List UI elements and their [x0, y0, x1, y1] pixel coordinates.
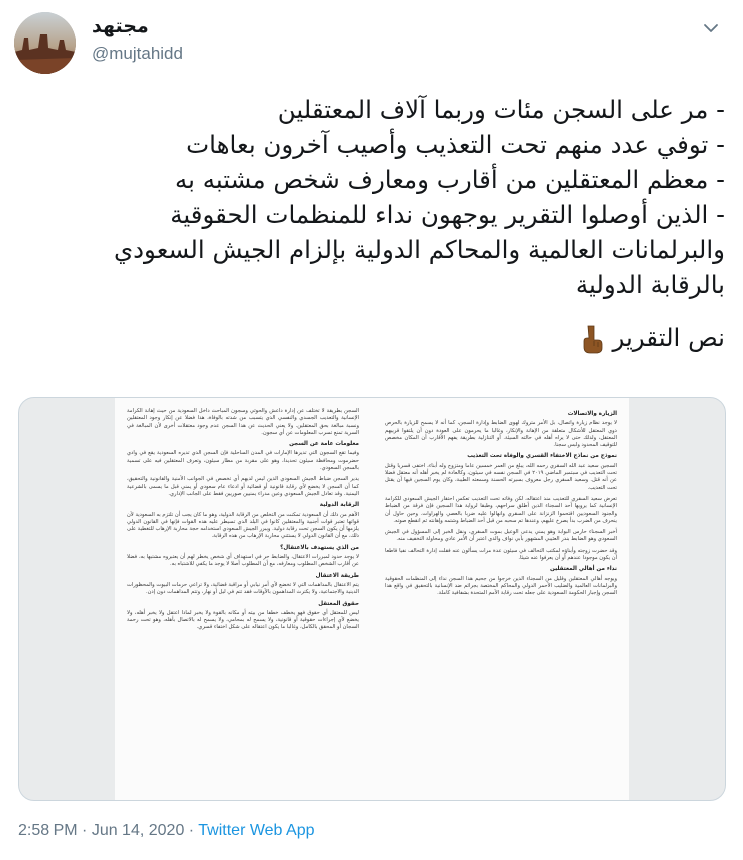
doc-section: طريقة الاعتقال يتم الاعتقال بالمداهمات التي لا تخضع لأي أمر نيابي أو مراقبة قضائية، ولا تراعي حرمات البيوت والمحظورات الدينية والاجتماعية، ولا يكترث المداهمون بالأوقات فقد تتم في ليل أو نهار، وتتم المداهمات دون إذن.: [127, 572, 359, 596]
tweet-line: - توفي عدد منهم تحت التعذيب وأصيب آخرون بعاهات: [186, 130, 725, 159]
author-handle[interactable]: @mujtahidd: [92, 44, 183, 63]
chevron-down-icon[interactable]: [701, 18, 721, 38]
doc-section: الرقابة الدولية الأهم من ذلك أن السعودية تمكنت من التخلص من الرقابة الدولية، وهو ما كان يجب أن تلتزم به السعودية لأن قواتها تعتبر قوات أجنبية والمعتقلين كانوا في البلد الذي تسيطر عليه هذه القوات فإنها في القانون الدولي يلزمها أن يكون السجن تحت رقابة دولية. ويبرر الجيش السعودي استخدامه حجة محاربة الإرهاب للتغطية على ذلك، مع أن القانون الدولي لا يستثني محاربة الإرهاب من هذه الرقابة.: [127, 502, 359, 540]
tweet-line: - مر على السجن مئات وربما آلاف المعتقلين: [277, 95, 725, 124]
report-label-line: [18, 320, 725, 355]
doc-section: نموذج من نماذج الاختفاء القسري والوفاة تحت التعذيب السجين سعيد عبد الله السقري رحمه الله، يبلغ من العمر خمسين عاما ومتزوج وله أبناء، اختفى قسريا وقتل تحت التعذيب في سبتمبر الماضي ٢٠١٩ في السجن نفسه في سيئون، وكالعادة لم يخبر أهله أنه معتقل فضلا عن أنه قتل. وسعيد السقري رجل معروف بسيرته الحسنة وسمعته الطيبة، وكان يوم السجين فيها أن يقتل تحت التعذيب.: [385, 453, 617, 491]
avatar[interactable]: [14, 12, 76, 74]
doc-section: نداء من أهالي المعتقلين ويوجه أهالي المعتقلين وقليل من السجناء الذين خرجوا من جحيم هذا السجن نداء إلى المنظمات الحقوقية والبرلمانات العالمية والضليب الأحمر الدولي والمحاكم المختصة بجرائم ضد الإنسانية بالتحقيق في واقع هذا السجن وإجبار الحكومة السعودية على جعله تحت رقابة الأمم المتحدة بشفافية كاملة.: [385, 566, 617, 597]
doc-section: من الذي يستهدف بالاعتقال؟ لا يوجد حدود لمبررات الاعتقال، والضابط حر في استهداف أي شخص يخطر لهم أن يعتبروه مشتبها به، فضلا عن أقارب الشخص المطلوب ومعارفه، مع أن المطلوب أصلا لا يوجد ما يكفي للاشتباه به.: [127, 544, 359, 568]
author-block[interactable]: [92, 14, 183, 66]
doc-section: السجن بطريقة لا تختلف عن إدارة داعش والحوثي وسجون المباحث داخل السعودية من حيث إهانة الكرامة الإنسانية والتعذيب الجسدي والنفسي الذي يتسبب من شدته بالوفاة، هذا فضلا عن إنكار وجود المعتقلين ونسبة مبالغة بحق المعتقلين. ولا يعني الحديث عن هذا السجن عدم وجود معتقلات أخرى لأن المبالغة في السرية تمنع تسرب المعلومات عن أي سجون.: [127, 408, 359, 436]
tweet-line: والبرلمانات العالمية والمحاكم الدولية بإلزام الجيش السعودي: [113, 235, 725, 264]
doc-section: يدير السجن ضباط الجيش السعودي الذين ليس لديهم أي تخصص في الجوانب الأمنية والقانونية والتحقيق، كما أن السجن لا يخضع لأي رقابة قانونية أو قضائية أو ادعاء عام سعودي أو يمني قبل ما يسمى بالشرعية اليمنية. وقد تعادل الجيش السعودي وعين مدراء يمنيين صوريين فقط على الجانب الإداري.: [127, 476, 359, 497]
doc-section: وقد حضرت زوجته وأبناؤه لمكتب التحالف في سيئون عدة مرات يسألون عنه فقلت إدارة التحالف نفيا قاطعا أن يكون موجودا عندهم أو أن يعرفوا عنه شيئا.: [385, 547, 617, 562]
media-image[interactable]: [18, 397, 726, 801]
doc-section: أخبر السجناء حارس البوابة وهو يمني يدعى الوعيل بموت السقري، ونقل الخبر إلى المسؤول في الجيش السعودي وهو الضابط بندر العثيبي المشهور بأبي نواف والذي اعتبر أن الأمر عادي ومحاولة التخفيف منه.: [385, 529, 617, 543]
tweet-source-link[interactable]: Twitter Web App: [198, 822, 315, 839]
doc-section: معلومات عامة عن السجن وفيما تقع السجون التي تديرها الإمارات في المدن الساحلية فإن السجن الذي تديره السعودية يقع في وادي حضرموت ومحافظة سيئون تحديدا، وهو على مقربة من مطار سيئون، وتعرف المعتقلين فيه على تسمية بالسجن السعودي.: [127, 441, 359, 472]
footer-separator: ·: [184, 822, 199, 839]
avatar-landscape-image: [14, 12, 76, 74]
document-left-column: [127, 408, 359, 793]
tweet-date[interactable]: Jun 14, 2020: [91, 822, 185, 839]
report-document-page: [115, 398, 629, 801]
tweet-footer: [18, 822, 314, 840]
tweet-line: - الذين أوصلوا التقرير يوجهون نداء للمنظمات الحقوقية: [170, 200, 725, 229]
doc-section: تعرض سعيد السقري للتعذيب منذ اعتقاله، لكن وفاته تحت التعذيب تعكس احتقار الجيش السعودي للكرامة الإنسانية كما يرويها أحد السجناء الذين أطلق سراحهم، وطبقا لرواية هذا السجين فإن فرقة من الضباط والجنود السعوديين اقتحموا الزنزانة على السقري وانهالوا عليه ضربا بالعصي والهراوات. وحين حاول أن ينحرف من الضرب بدأ يصرخ عليهم، وعندها تم سحبه من قبل أحد الضباط وشتمه وإهانته ثم انقطع صوته.: [385, 495, 617, 524]
doc-section: الزيارة والاتصالات لا يوجد نظام زيارة واتصال، بل الأمر متروك لهوى الضابط وإدارة السجن، كما أنه لا يسمح للزيارة بالحرص ذوي المعتقل للأشكال متعلقة من الإهانة والإنكار، وغالبا ما يحرمون على العودة دون أن يلتقوا قريبهم المعتقل، ولذلك حتى لا يراه أهله في حالته السيئة. أو التنازلية بطريقة يفهم الأقارب أن المكان مخصص للتوقيف المحدود ولبس سجنا.: [385, 411, 617, 449]
report-label: نص التقرير: [612, 323, 725, 352]
tweet-line: بالرقابة الدولية: [575, 270, 725, 299]
footer-separator: ·: [77, 822, 92, 839]
document-right-column: [385, 408, 617, 793]
author-display-name[interactable]: مجتهد: [92, 15, 149, 37]
pointing-down-hand-icon: [579, 324, 605, 354]
tweet-time[interactable]: 2:58 PM: [18, 822, 78, 839]
tweet-text: [18, 92, 725, 355]
tweet-line: - معظم المعتقلين من أقارب ومعارف شخص مشتبه به: [174, 165, 725, 194]
doc-section: حقوق المعتقل ليس للمعتقل أي حقوق فهو يخطف خطفا من بيته أو مكانه بالقوة ولا يخبر لماذا اعتقل ولا يخبر أهله، ولا يخضع لأي إجراءات حقوقية أو قانونية، ولا يسمح له بمحامي، ولا يسمح له بالاتصال بأهله، وهو تحت رحمة السجان أو المحقق بالكامل، وغالبا ما يكون اعتقاله على شكل اختفاء قسري.: [127, 600, 359, 631]
